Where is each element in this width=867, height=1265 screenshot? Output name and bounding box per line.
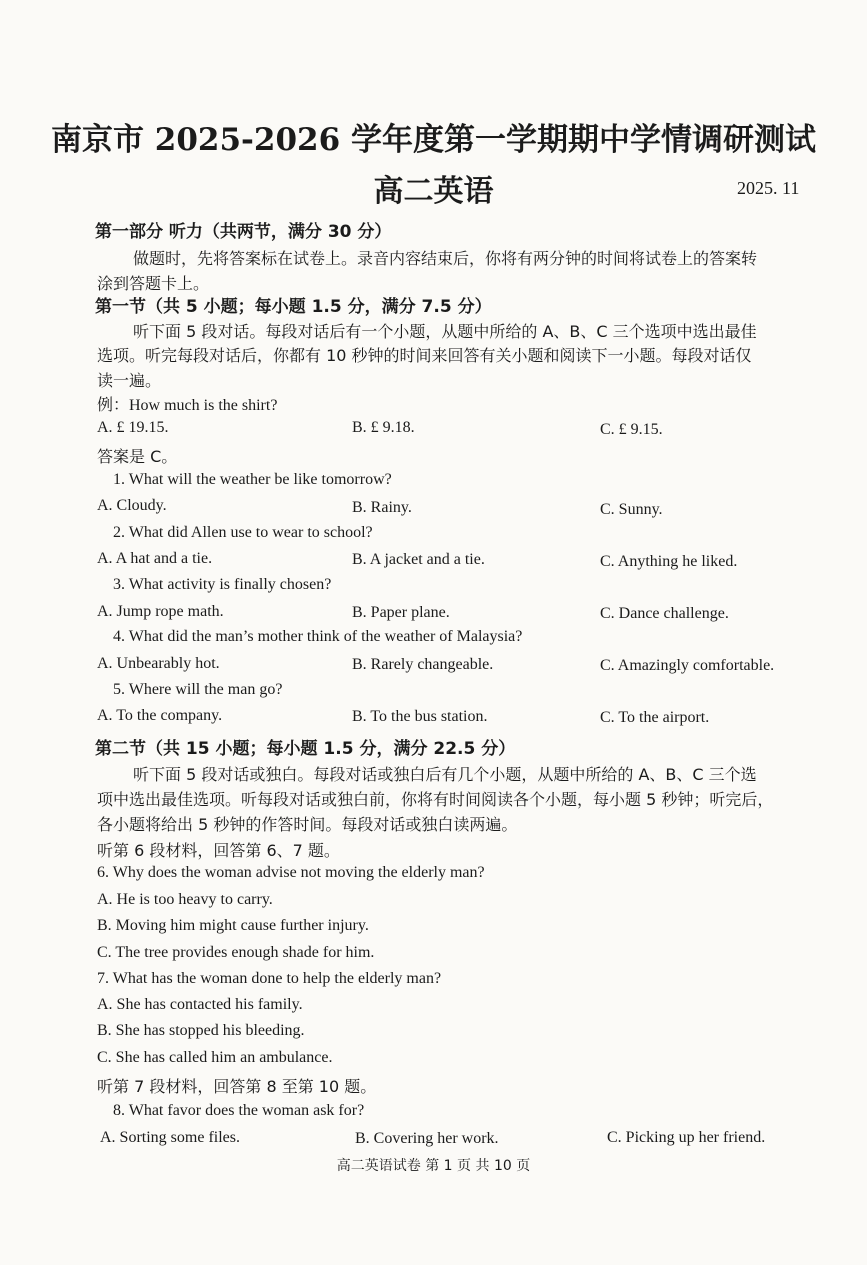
exam-date: 2025. 11 xyxy=(737,178,800,198)
section1-heading: 第一节（共 5 小题；每小题 1.5 分，满分 7.5 分） xyxy=(95,297,492,317)
question-4-option-c: C. Amazingly comfortable. xyxy=(600,657,775,674)
section2-instr-line2: 项中选出最佳选项。听每段对话或独白前，你将有时间阅读各个小题，每小题 5 秒钟；听完后， xyxy=(97,790,774,809)
question-8: 8. What favor does the woman ask for? xyxy=(113,1102,365,1119)
question-4-option-b: B. Rarely changeable. xyxy=(352,656,494,673)
question-5-option-c: C. To the airport. xyxy=(600,709,710,726)
section1-instr-line2: 选项。听完每段对话后，你都有 10 秒钟的时间来回答有关小题和阅读下一小题。每段对话仅 xyxy=(97,346,752,365)
question-8-option-b: B. Covering her work. xyxy=(355,1130,499,1147)
question-2-option-b: B. A jacket and a tie. xyxy=(352,551,485,568)
section1-instr-line1: 听下面 5 段对话。每段对话后有一个小题，从题中所给的 A、B、C 三个选项中选出最佳 xyxy=(133,322,757,341)
question-1-option-a: A. Cloudy. xyxy=(97,497,167,514)
question-1-option-c: C. Sunny. xyxy=(600,501,663,518)
page-footer: 高二英语试卷 第 1 页 共 10 页 xyxy=(336,1158,531,1174)
example-answer: 答案是 C。 xyxy=(97,447,178,466)
question-2: 2. What did Allen use to wear to school? xyxy=(113,524,373,541)
example-option-a: A. £ 19.15. xyxy=(97,419,169,436)
question-6-option-a: A. He is too heavy to carry. xyxy=(97,891,273,908)
question-7-option-a: A. She has contacted his family. xyxy=(97,996,303,1013)
question-4: 4. What did the man’s mother think of the weather of Malaysia? xyxy=(113,628,523,645)
example-option-b: B. £ 9.18. xyxy=(352,419,415,436)
question-2-option-a: A. A hat and a tie. xyxy=(97,550,213,567)
question-5-option-a: A. To the company. xyxy=(97,707,223,724)
question-5: 5. Where will the man go? xyxy=(113,681,283,698)
section2-instr-line3: 各小题将给出 5 秒钟的作答时间。每段对话或独白读两遍。 xyxy=(97,815,518,834)
question-7-option-b: B. She has stopped his bleeding. xyxy=(97,1022,305,1039)
question-7: 7. What has the woman done to help the elderly man? xyxy=(97,970,442,987)
part1-intro-line1: 做题时，先将答案标在试卷上。录音内容结束后，你将有两分钟的时间将试卷上的答案转 xyxy=(133,249,758,268)
question-3-option-c: C. Dance challenge. xyxy=(600,605,729,622)
question-8-option-c: C. Picking up her friend. xyxy=(607,1129,766,1146)
question-6: 6. Why does the woman advise not moving the elderly man? xyxy=(97,864,485,881)
question-1: 1. What will the weather be like tomorrow? xyxy=(113,471,392,488)
question-3-option-b: B. Paper plane. xyxy=(352,604,450,621)
exam-subject: 高二英语 xyxy=(373,174,494,209)
question-6-option-b: B. Moving him might cause further injury. xyxy=(97,917,369,934)
section2-instr-line1: 听下面 5 段对话或独白。每段对话或独白后有几个小题，从题中所给的 A、B、C 三个选 xyxy=(133,765,757,784)
question-5-option-b: B. To the bus station. xyxy=(352,708,488,725)
question-2-option-c: C. Anything he liked. xyxy=(600,553,738,570)
example-question: 例：How much is the shirt? xyxy=(97,397,278,414)
material-7-note: 听第 7 段材料，回答第 8 至第 10 题。 xyxy=(97,1077,377,1096)
question-3-option-a: A. Jump rope math. xyxy=(97,603,224,620)
question-1-option-b: B. Rainy. xyxy=(352,499,412,516)
material-6-note: 听第 6 段材料，回答第 6、7 题。 xyxy=(97,841,340,860)
exam-title: 南京市 2025-2026 学年度第一学期期中学情调研测试 xyxy=(50,122,816,158)
section1-instr-line3: 读一遍。 xyxy=(97,371,162,390)
question-4-option-a: A. Unbearably hot. xyxy=(97,655,220,672)
question-7-option-c: C. She has called him an ambulance. xyxy=(97,1049,333,1066)
question-3: 3. What activity is finally chosen? xyxy=(113,576,332,593)
section2-heading: 第二节（共 15 小题；每小题 1.5 分，满分 22.5 分） xyxy=(95,739,516,759)
part1-intro-line2: 涂到答题卡上。 xyxy=(97,274,210,293)
question-8-option-a: A. Sorting some files. xyxy=(100,1129,240,1146)
example-option-c: C. £ 9.15. xyxy=(600,421,663,438)
question-6-option-c: C. The tree provides enough shade for him. xyxy=(97,944,375,961)
part1-heading: 第一部分 听力（共两节，满分 30 分） xyxy=(95,222,392,242)
